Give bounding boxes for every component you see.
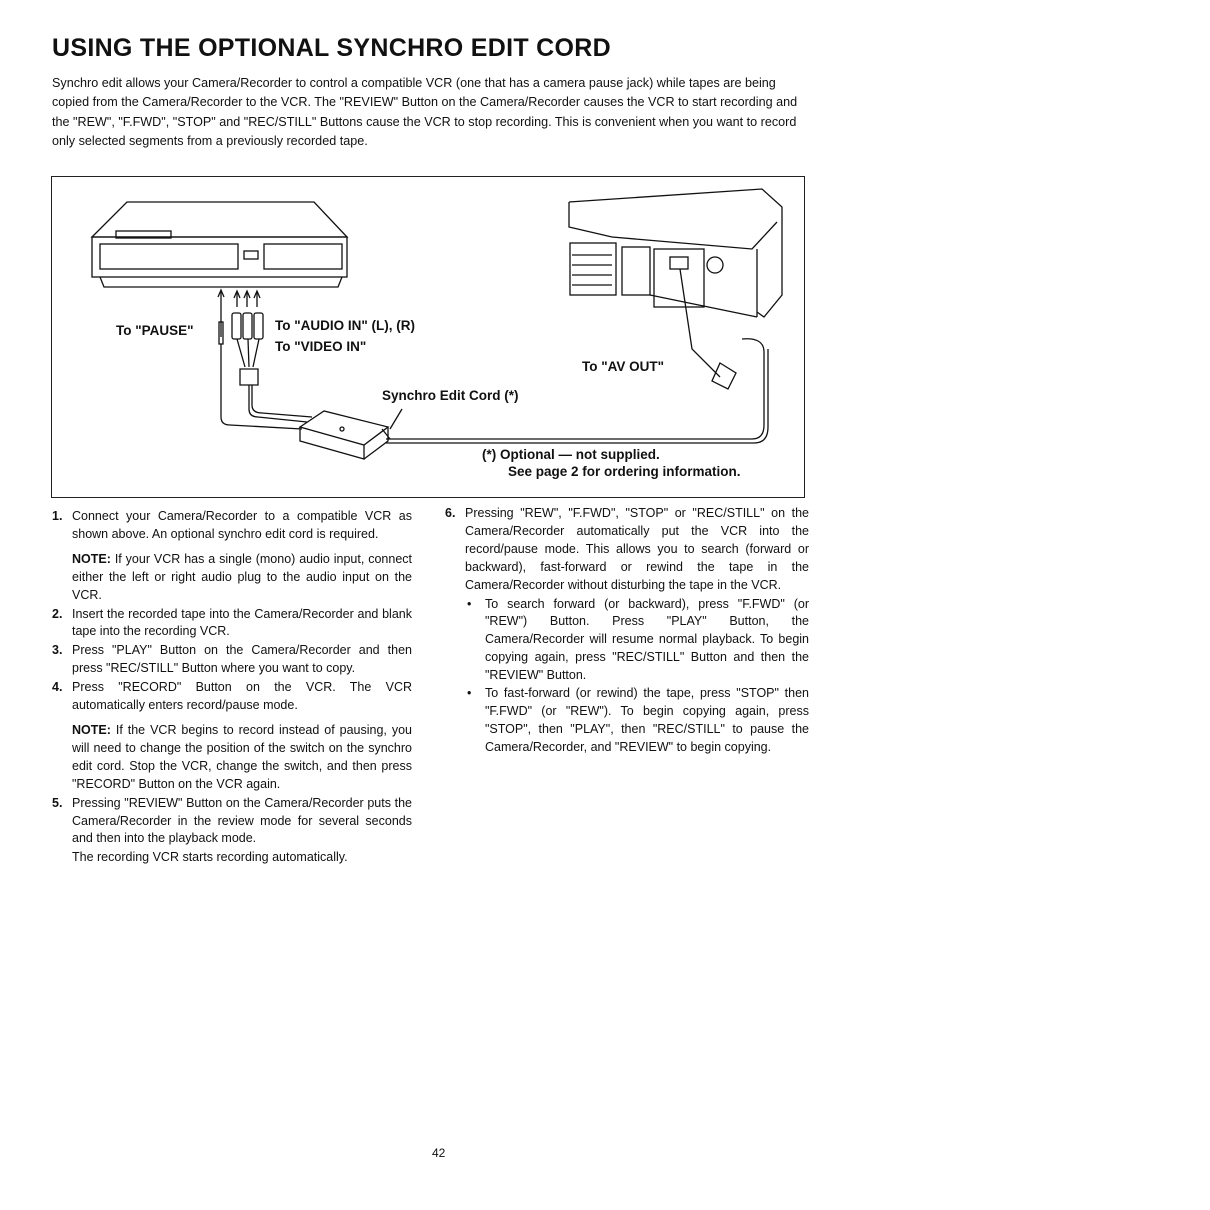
step-number: 2.: [52, 606, 63, 621]
step-text: Press "PLAY" Button on the Camera/Recorder and then press "REC/STILL" Button where you want to copy.: [72, 643, 412, 676]
connection-illustration: [52, 177, 806, 499]
bullet-icon: •: [467, 596, 472, 611]
step-number: 5.: [52, 795, 63, 810]
to-video-in-label: To "VIDEO IN": [275, 339, 367, 354]
vcr-plugs: [218, 290, 263, 385]
step-text: Pressing "REW", "F.FWD", "STOP" or "REC/STILL" on the Camera/Recorder automatically put the VCR into the record/pause mode. This allows you to search (forward or backward), fast-forward or rewind the tape in the Camera/Recorder without disturbing the tape in the VCR.: [465, 506, 809, 592]
step-number: 1.: [52, 509, 63, 523]
page-title: USING THE OPTIONAL SYNCHRO EDIT CORD: [52, 34, 611, 62]
step-number: 3.: [52, 643, 63, 658]
bullet-text: To search forward (or backward), press "F.FWD" (or "REW") Button. Press "PLAY" Button, the Camera/Recorder will resume normal playback. To begin copying again, press "REC/STILL" Button and then the "REVIEW" Button.: [485, 596, 809, 683]
page-number: 42: [432, 1146, 446, 1160]
step-4: [52, 679, 412, 715]
step-text: Connect your Camera/Recorder to a compatible VCR as shown above. An optional synchro edit cord is required.: [72, 509, 412, 541]
step-text: Insert the recorded tape into the Camera/Recorder and blank tape into the recording VCR.: [72, 606, 412, 639]
bullet-text: To fast-forward (or rewind) the tape, press "STOP" then "F.FWD" (or "REW"). To begin copying again, press "STOP", then "PLAY", then "REC/STILL" to pause the Camera/Recorder, and "REVIEW" to begin copying.: [485, 686, 809, 754]
step-5-extra: [52, 849, 412, 867]
bullet-search: [445, 596, 809, 686]
synchro-edit-box: [300, 411, 390, 459]
step-6: [445, 505, 809, 595]
note-step-4: [52, 722, 412, 794]
step-text: The recording VCR starts recording automatically.: [72, 850, 348, 865]
note-text: If the VCR begins to record instead of pausing, you will need to change the position of the switch on the synchro edit cord. Stop the VCR, change the switch, and then press "RECORD" Button on the VCR again.: [72, 722, 412, 791]
step-number: 4.: [52, 680, 63, 695]
optional-note: (*) Optional — not supplied.: [482, 447, 660, 462]
vcr-illustration: [92, 202, 347, 287]
intro-paragraph: Synchro edit allows your Camera/Recorder to control a compatible VCR (one that has a camera pause jack) while tapes are being copied from the Camera/Recorder to the VCR. The "REVIEW" Button on the Camera/Recorder causes the VCR to start recording and the "REW", "F.FWD", "STOP" and "REC/STILL" Buttons cause the VCR to stop recording. This is convenient when you want to record only selected segments from a previously recorded tape.: [52, 76, 798, 149]
bullet-fast-forward: [445, 685, 809, 757]
step-text: Pressing "REVIEW" Button on the Camera/Recorder puts the Camera/Recorder in the review mode for several seconds and then into the playback mode.: [72, 795, 412, 846]
connection-diagram: [51, 176, 805, 498]
step-1: [52, 508, 412, 544]
steps-right-column: [445, 505, 809, 757]
step-5: [52, 795, 412, 849]
step-text: Press "RECORD" Button on the VCR. The VCR automatically enters record/pause mode.: [72, 680, 412, 713]
step-2: [52, 606, 412, 642]
to-audio-in-label: To "AUDIO IN" (L), (R): [275, 318, 416, 333]
bullet-icon: •: [467, 686, 472, 701]
to-pause-label: To "PAUSE": [116, 323, 194, 338]
to-av-out-label: To "AV OUT": [582, 359, 665, 374]
steps-left-column: [52, 508, 412, 868]
step-3: [52, 642, 412, 678]
ordering-note: See page 2 for ordering information.: [508, 464, 741, 479]
synchro-edit-cord-label: Synchro Edit Cord (*): [382, 388, 519, 403]
note-text: If your VCR has a single (mono) audio input, connect either the left or right audio plug to the audio input on the VCR.: [72, 551, 412, 602]
note-step-1: [52, 551, 412, 605]
step-number: 6.: [445, 506, 456, 520]
camcorder-illustration: [569, 189, 782, 317]
note-label: NOTE:: [72, 722, 111, 737]
note-label: NOTE:: [72, 551, 111, 566]
